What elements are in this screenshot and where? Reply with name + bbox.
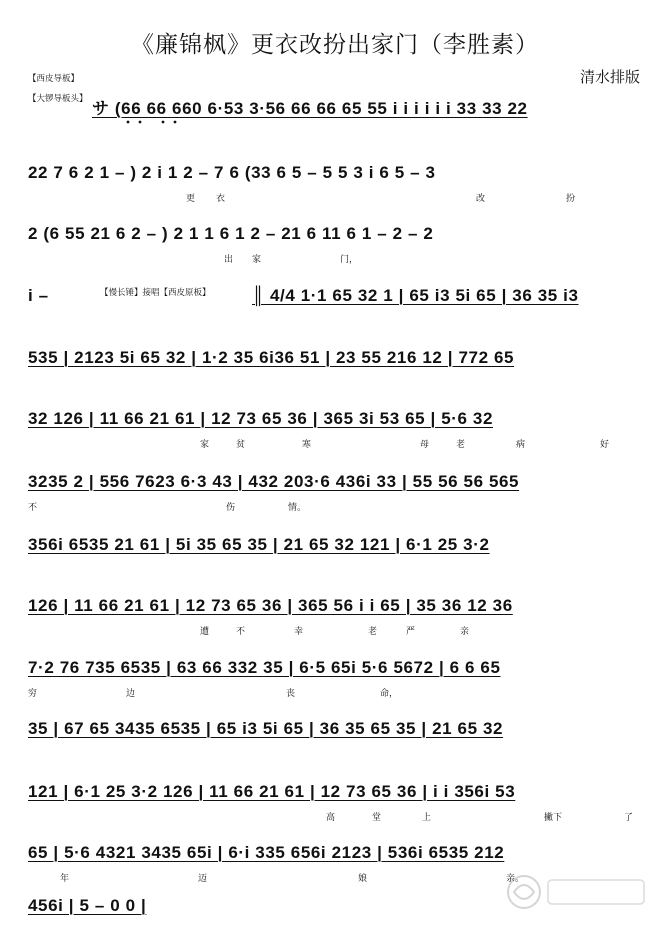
notation-text: 32 126 | 11 66 21 61 | 12 73 65 36 | 365 3i 53 65 | 5·6 32 [28,409,494,428]
score-line-5 [28,342,648,394]
notation-text: 126 | 11 66 21 61 | 12 73 65 36 | 365 56 i i 65 | 35 36 12 36 [28,596,513,615]
lyric-syllable: 穷 [28,689,38,699]
notation-text: 356i 6535 21 61 | 5i 35 65 35 | 21 65 32 121 | 6·1 25 3·2 [28,535,490,554]
score-line-4 [28,280,648,332]
score-line-7 [28,466,648,518]
lyric-syllable: 迈 [198,874,208,884]
lyric-syllable: 老 [368,627,378,637]
lyric-syllable: 撇下 [544,813,563,823]
tag-man-changchui: 【慢长锤】接唱【西皮原板】 [100,288,211,298]
notation-text: サ (66 66 660 6·53 3·56 66 66 65 55 i i i i i i 33 33 22 [92,99,528,118]
lyric-syllable: 贫 [236,440,246,450]
score-line-10 [28,652,648,704]
lyric-syllable: 丧 [286,689,296,699]
tag-xipi-daoban: 【西皮导板】 [28,74,80,84]
lyric-syllable: 亲 [460,627,470,637]
notation-text: i – [28,286,49,305]
lyric-syllable: 不 [28,503,38,513]
lyric-syllable: 寒 [302,440,312,450]
score-line-11 [28,713,648,765]
lyric-syllable: 高 [326,813,336,823]
lyric-syllable: 严 [406,627,416,637]
score-line-8 [28,529,648,581]
lyric-syllable: 扮 [566,194,576,204]
notation-text: 22 7 6 2 1 – ) 2 i 1 2 – 7 6 (33 6 5 – 5 5 3 i 6 5 – 3 [28,163,436,182]
lyric-syllable: 堂 [372,813,382,823]
page-title: 《廉锦枫》更衣改扮出家门（李胜素） [131,32,539,58]
lyric-syllable: 门， [340,255,359,265]
lyric-syllable: 遭 [200,627,210,637]
notation-text-continued: ║ 4/4 1·1 65 32 1 | 65 i3 5i 65 | 36 35 i3 [252,286,579,305]
lyric-syllable: 伤 [226,503,236,513]
notation-text: 3235 2 | 556 7623 6·3 43 | 432 203·6 436i 33 | 55 56 56 565 [28,472,520,491]
lyric-syllable: 上 [422,813,432,823]
lyric-syllable: 更 [186,194,196,204]
lyric-syllable: 衣 [216,194,226,204]
notation-text: 65 | 5·6 4321 3435 65i | 6·i 335 656i 2123 | 536i 6535 212 [28,843,505,862]
watermark-logo [502,870,652,914]
notation-text: 456i | 5 – 0 0 | [28,896,147,915]
lyric-syllable: 家 [200,440,210,450]
octave-dots [28,119,648,125]
score-line-9 [28,590,648,642]
lyric-syllable: 病 [516,440,526,450]
notation-text: 7·2 76 735 6535 | 63 66 332 35 | 6·5 65i 5·6 5672 | 6 6 65 [28,658,501,677]
notation-text: 35 | 67 65 3435 6535 | 65 i3 5i 65 | 36 35 65 35 | 21 65 32 [28,719,504,738]
lyric-syllable: 命， [380,689,399,699]
lyric-syllable: 出 [224,255,234,265]
notation-text: 121 | 6·1 25 3·2 126 | 11 66 21 61 | 12 73 65 36 | i i 356i 53 [28,782,516,801]
notation-text: 535 | 2123 5i 65 32 | 1·2 35 6i36 51 | 23 55 216 12 | 772 65 [28,348,515,367]
lyric-syllable: 老 [456,440,466,450]
lyric-syllable: 边 [126,689,136,699]
credit-label: 清水排版 [579,68,640,86]
lyric-syllable: 情。 [288,503,307,513]
notation-text: 2 (6 55 21 6 2 – ) 2 1 1 6 1 2 – 21 6 11 6 1 – 2 – 2 [28,224,434,243]
lyric-syllable: 不 [236,627,246,637]
lyric-syllable: 亲。 [506,874,525,884]
score-line-12 [28,776,648,828]
score-line-2 [28,157,648,209]
lyric-syllable: 改 [476,194,486,204]
lyric-syllable: 娘 [358,874,368,884]
lyric-syllable: 家 [252,255,262,265]
lyric-syllable: 幸 [294,627,304,637]
tag-daluo-daobantou: 【大锣导板头】 [28,94,88,104]
score-line-3 [28,218,648,270]
lyric-syllable: 年 [60,874,70,884]
lyric-syllable: 母 [420,440,430,450]
lyric-syllable: 好 [600,440,610,450]
score-line-6 [28,403,648,455]
lyric-syllable: 了 [624,813,634,823]
